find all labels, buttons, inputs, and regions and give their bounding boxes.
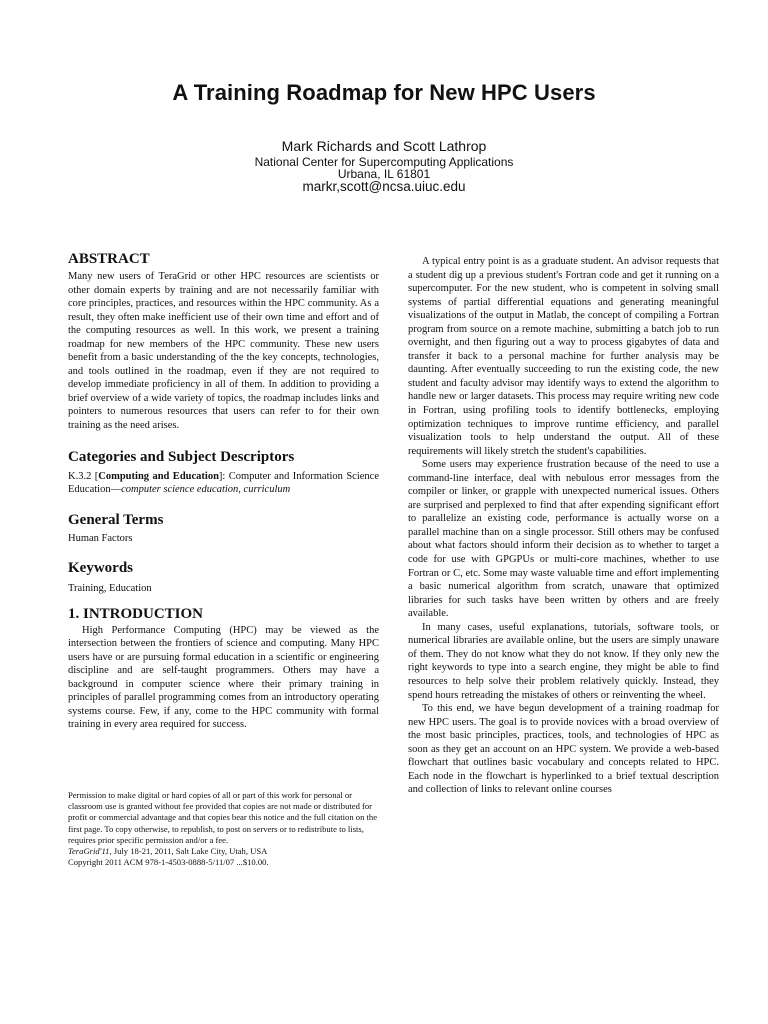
categories-heading: Categories and Subject Descriptors [68,448,295,465]
right-column [408,255,719,797]
keywords-text: Training, Education [68,583,152,595]
categories-text [68,470,379,497]
affiliation: National Center for Supercomputing Applications [254,155,514,169]
paragraph: Some users may experience frustration because of the need to use a command-line interface, deal with nebulous error messages from the compiler or linker, or grapple with unexpected numerical issues. Others are surprised and perplexed to find that after expending significant effort to parallelize an existing code, performance is actually worse on a parallel machine than on a single processor. Still others may be confused about what factors should inform their decision as to whether to target a code for use with GPGPUs or multi-core machines, whether to use Fortran or C, etc. Some may waste valuable time and effort implementing a basic numerical algorithm from scratch, unaware that optimized libraries for such tasks have been written by others and are freely available. [408,459,719,620]
category-code: K.3.2 [ [68,470,99,482]
introduction-text: High Performance Computing (HPC) may be viewed as the intersection between the frontiers of science and computing. Many HPC users have or are pursuing formal education in a scientific or engineering discipline and are self-taught programmers. Others may have a background in computer science where their primary training in principles of parallel programming comes from an introductory operating systems course. Few, if any, come to the HPC community with formal training in every area required for success. [68,624,379,731]
category-middle: ]: Computer and Information Science Education— [68,470,379,496]
authors: Mark Richards and Scott Lathrop [281,138,487,154]
paragraph: In many cases, useful explanations, tutorials, software tools, or numerical libraries are available online, but the users are simply unaware of them. They do not know what they do not know. If they only new the right keywords to type into a search engine, they might be able to find resources to help solve their problem relatively quickly. Instead, they spend hours retreading the mistakes of others or reinventing the wheel. [408,621,719,701]
general-terms-heading: General Terms [68,511,164,528]
abstract-heading: ABSTRACT [68,251,150,267]
paragraph: A typical entry point is as a graduate student. An advisor requests that a student dig up a previous student's Fortran code and get it running on a supercomputer. For the new student, who is competent in solving small systems of partial differential equations and generating meaningful visualizations of the output in Matlab, the concept of compiling a Fortran program from source on a remote machine, submitting a batch job to run overnight, and then figuring out a way to process gigabytes of data and transfer it back to a personal machine for further analysis may be daunting. After eventually succeeding to run the existing code, the new student and faculty advisor may identify ways to extend the algorithm to handle new or larger datasets. This process may require writing new code in Fortran, using profiling tools to identify bottlenecks, employing optimization techniques to improve runtime efficiency, and parallel visualization tools to help understand the output. All of these requirements will likely stretch the student's capabilities. [408,256,719,457]
introduction-heading: 1. INTRODUCTION [68,605,204,622]
permission-notice: Permission to make digital or hard copies of all or part of this work for personal or classroom use is granted without fee provided that copies are not made or distributed for profit or commercial advantage and that copies bear this notice and the full citation on the first page. To copy otherwise, to republish, to post on servers or to redistribute to lists, requires prior specific permission and/or a fee. [68,790,378,845]
paragraph: To this end, we have begun development of a training roadmap for new HPC users. The goal is to provide novices with a broad overview of the most basic principles, practices, tools, and technologies of HPC as soon as they get an account on an HPC system. We provide a web-based flowchart that outlines basic vocabulary and concepts related to HPC. Each node in the flowchart is hyperlinked to a brief textual description and collection of links to relevant online courses [408,703,719,796]
keywords-heading: Keywords [68,560,133,577]
category-bold: Computing and Education [98,470,219,482]
abstract-text: Many new users of TeraGrid or other HPC resources are scientists or other domain experts by training and are not necessarily familiar with core principles, practices, and resources within the HPC community. As a result, they often make inefficient use of their own time and effort and of the computing resources as well. In this work, we present a training roadmap for new members of the HPC community. These new users benefit from a basic understanding of the the key concepts, technologies, and tools outlined in the roadmap, even if they are not required to develop immediate proficiency in all of them. In addition to providing a brief overview of a wide variety of topics, the roadmap includes links and pointers to numerous resources that users can refer to for their own training as the need arises. [68,271,379,432]
paper-title: A Training Roadmap for New HPC Users [172,80,596,105]
category-italic: computer science education, curriculum [121,484,291,496]
author-email: markr,scott@ncsa.uiuc.edu [302,179,466,194]
affiliation-address: Urbana, IL 61801 [337,167,431,181]
copyright-line: Copyright 2011 ACM 978-1-4503-0888-5/11/07 ...$10.00. [68,857,269,868]
conference-details: July 18-21, 2011, Salt Lake City, Utah, USA [111,846,268,857]
conference-info [68,846,379,857]
copyright-footnote [68,790,379,868]
general-terms-text: Human Factors [68,532,133,544]
left-column [68,250,379,732]
conference-name: TeraGrid'11, [68,846,112,857]
